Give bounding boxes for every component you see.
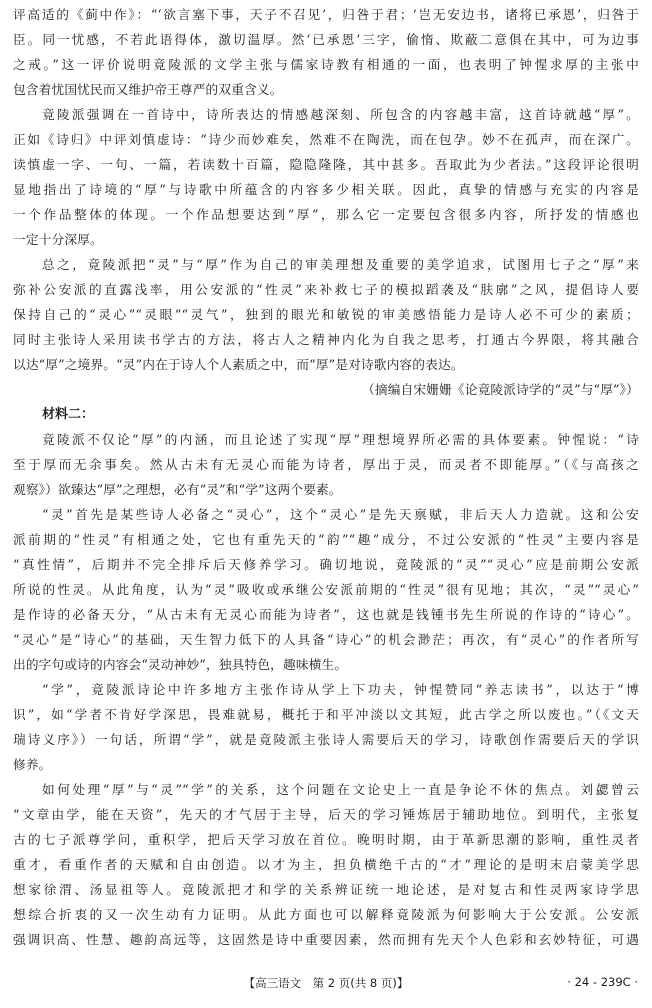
section-heading: 材料二：	[42, 407, 95, 422]
text-line: 之戒。”这一评价说明竟陵派的文学主张与儒家诗教有相通的一面，也表明了钟惺求厚的主张中	[13, 57, 639, 72]
text-line: 臣。同一忧感，不若此语得体，激切温厚。然‘已承恩’三字，偷惰、欺蔽二意俱在其中，可为边事	[13, 32, 639, 47]
text-line: “学”，竟陵派诗论中许多地方主张作诗从学上下功夫，钟惺赞同“养志读书”，以达于“博	[42, 682, 639, 697]
text-line: 弥补公安派的直露浅率，用公安派的“性灵”来补救七子的模拟蹈袭及“肤廓”之风，提倡诗人要	[13, 282, 639, 297]
text-line: 至于厚而无余事矣。然从古未有无灵心而能为诗者，厚出于灵，而灵者不即能厚。”（《与高孩之	[13, 457, 639, 472]
text-line: 正如《诗归》中评刘慎虚诗：“诗少而妙难矣，然难不在陶洗，而在包孕。妙不在孤声，而在深广。	[13, 132, 639, 147]
text-line: 如何处理“厚”与“灵”“学”的关系，这个问题在文论史上一直是争论不休的焦点。刘勰曾云	[42, 782, 639, 797]
page-footer	[0, 972, 652, 996]
text-line: 派前期的“性灵”有相通之处，它也有重先天的“韵”“趣”成分，不过公安派的“性灵”主要内容是	[13, 532, 639, 547]
text-line: 想综合折衷的又一次生动有力证明。从此方面也可以解释竟陵派为何影响大于公安派。公安派	[13, 907, 639, 922]
text-line: 一定十分深厚。	[13, 232, 103, 247]
text-line: “灵心”是“诗心”的基础，天生智力低下的人具备“诗心”的机会渺茫；再次，有“灵心”的作者所写	[13, 632, 639, 647]
text-line: 显地指出了诗境的“厚”与诗歌中所蕴含的内容多少相关联。因此，真挚的情感与充实的内容是	[13, 182, 639, 197]
text-line: “文章由学，能在天资”，先天的才气居于主导，后天的学习锤炼居于辅助地位。到明代，主张复	[13, 807, 639, 822]
text-line: “真性情”，后期并不完全排斥后天修养学习。确切地说，竟陵派的“灵”“灵心”应是前期公安派	[13, 557, 639, 572]
text-line: 是作诗的必备天分，“从古未有无灵心而能为诗者”，这也就是钱锺书先生所说的作诗的“诗心”。	[13, 607, 639, 622]
text-line: 瑞诗义序》）一句话，所谓“学”，就是竟陵派主张诗人需要后天的学习，诗歌创作需要后天的学识	[13, 732, 639, 747]
text-line: 同时主张诗人采用读书学古的方法，将古人之精神内化为自我之思考，打通古今界限，将其融合	[13, 332, 639, 347]
text-line: 一个作品整体的体现。一个作品想要达到“厚”，那么它一定要包含很多内容，所抒发的情感也	[13, 207, 639, 222]
text-line: 重才，看重作者的天赋和自由创造。以才为主，担负横绝千古的“才”理论的是明末启蒙美学思	[13, 857, 639, 872]
text-line: 修养。	[13, 757, 52, 772]
exam-code: · 24 - 239C ·	[567, 975, 638, 989]
text-line: 所说的性灵。从此角度，认为“灵”吸收或承继公安派前期的“性灵”很有见地；其次，“灵”“灵心”	[13, 582, 639, 597]
page-label: 【高三语文 第 2 页(共 8 页)】	[243, 976, 409, 990]
text-line: 出的字句或诗的内容会“灵动神妙”，独具特色，趣味横生。	[13, 657, 348, 672]
text-line: 竟陵派不仅论“厚”的内涵，而且论述了实现“厚”理想境界所必需的具体要素。钟惺说：“诗	[42, 432, 639, 447]
text-line: 古的七子派尊学问，重积学，把后天学习放在首位。晚明时期，由于革新思潮的影响，重性灵者	[13, 832, 639, 847]
text-line: 观察》）欲臻达“厚”之理想，必有“灵”和“学”这两个要素。	[13, 482, 342, 497]
text-line: 总之，竟陵派把“灵”与“厚”作为自己的审美理想及重要的美学追求，试图用七子之“厚”来	[42, 257, 639, 272]
text-line: 强调识高、性慧、趣韵高远等，这固然是诗中重要因素，然而拥有先天个人色彩和玄妙特征，可遇	[13, 932, 639, 947]
text-line: 保持自己的“灵心”“灵眼”“灵气”，独到的眼光和敏锐的审美感悟能力是诗人必不可少的素质；	[13, 307, 639, 322]
text-line: 想家徐渭、汤显祖等人。竟陵派把才和学的关系辨证统一地论述，是对复古和性灵两家诗学思	[13, 882, 639, 897]
text-line: 评高适的《蓟中作》：“‘欲言塞下事，天子不召见’，归咎于君；‘岂无安边书，诸将已承恩’，归咎于	[13, 7, 639, 22]
text-line: 识”，如“学者不肯好学深思，畏难就易，概托于和平冲淡以文其短，此古学之所以废也。”（《文天	[13, 707, 639, 722]
text-line: 读慎虚一字、一句、一篇，若读数十百篇，隐隐隆隆，其中甚多。吾取此为少者法。”这段评论很明	[13, 157, 639, 172]
source-citation: （摘编自宋姗姗《论竟陵派诗学的“灵”与“厚”》）	[362, 382, 639, 397]
text-line: “灵”首先是某些诗人必备之“灵心”，这个“灵心”是先天禀赋，非后天人力造就。这和公安	[42, 507, 639, 522]
text-line: 包含着忧国忧民而又维护帝王尊严的双重含义。	[13, 82, 283, 97]
text-line: 竟陵派强调在一首诗中，诗所表达的情感越深刻、所包含的内容越丰富，这首诗就越“厚”。	[42, 107, 639, 122]
text-line: 以达“厚”之境界。“灵”内在于诗人个人素质之中，而“厚”是对诗歌内容的表达。	[13, 357, 464, 372]
